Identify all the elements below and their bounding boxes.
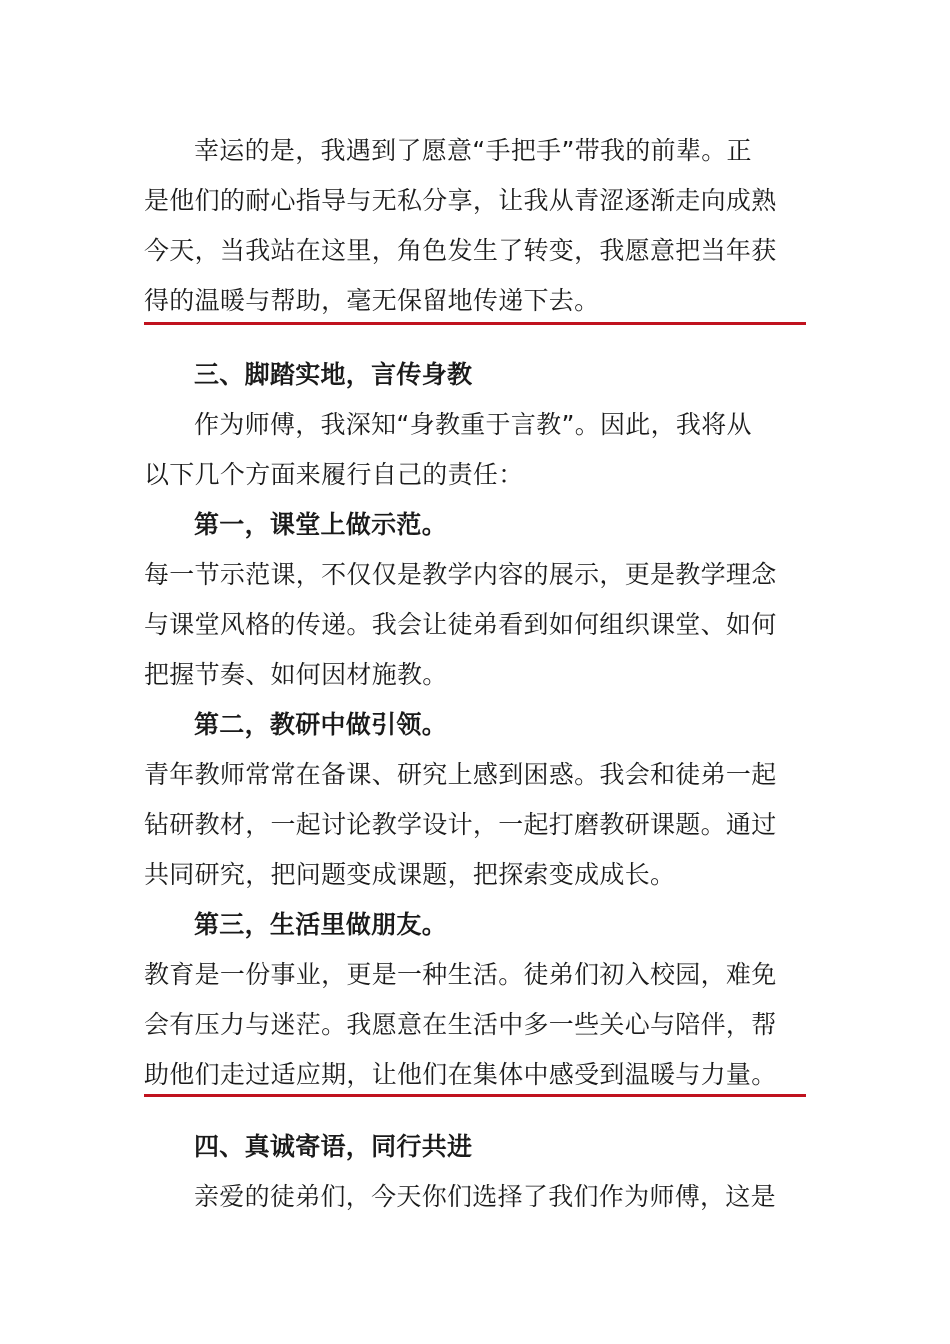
paragraph-line: 教育是一份事业，更是一种生活。徒弟们初入校园，难免 <box>144 960 777 989</box>
paragraph-line: 助他们走过适应期，让他们在集体中感受到温暖与力量。 <box>144 1060 777 1089</box>
subheading: 第二，教研中做引领。 <box>194 710 448 739</box>
paragraph-line: 是他们的耐心指导与无私分享，让我从青涩逐渐走向成熟 <box>144 186 777 215</box>
paragraph-line: 亲爱的徒弟们，今天你们选择了我们作为师傅，这是 <box>194 1182 776 1211</box>
paragraph-line: 与课堂风格的传递。我会让徒弟看到如何组织课堂、如何 <box>144 610 777 639</box>
paragraph-line: 会有压力与迷茫。我愿意在生活中多一些关心与陪伴，帮 <box>144 1010 777 1039</box>
paragraph-line: 作为师傅，我深知“身教重于言教”。因此，我将从 <box>194 410 752 439</box>
paragraph-line: 每一节示范课，不仅仅是教学内容的展示，更是教学理念 <box>144 560 777 589</box>
section-heading: 四、真诚寄语，同行共进 <box>194 1132 473 1161</box>
section-divider-red <box>144 322 806 325</box>
subheading: 第三，生活里做朋友。 <box>194 910 448 939</box>
paragraph-line: 把握节奏、如何因材施教。 <box>144 660 448 689</box>
paragraph-line: 共同研究，把问题变成课题，把探索变成成长。 <box>144 860 676 889</box>
paragraph-line: 今天，当我站在这里，角色发生了转变，我愿意把当年获 <box>144 236 777 265</box>
paragraph-line: 幸运的是，我遇到了愿意“手把手”带我的前辈。正 <box>194 136 752 165</box>
paragraph-line: 钻研教材，一起讨论教学设计，一起打磨教研课题。通过 <box>144 810 777 839</box>
section-heading: 三、脚踏实地，言传身教 <box>194 360 473 389</box>
paragraph-line: 得的温暖与帮助，毫无保留地传递下去。 <box>144 286 600 315</box>
paragraph-line: 青年教师常常在备课、研究上感到困惑。我会和徒弟一起 <box>144 760 777 789</box>
paragraph-line: 以下几个方面来履行自己的责任： <box>144 460 524 489</box>
section-divider-red <box>144 1094 806 1097</box>
subheading: 第一，课堂上做示范。 <box>194 510 448 539</box>
